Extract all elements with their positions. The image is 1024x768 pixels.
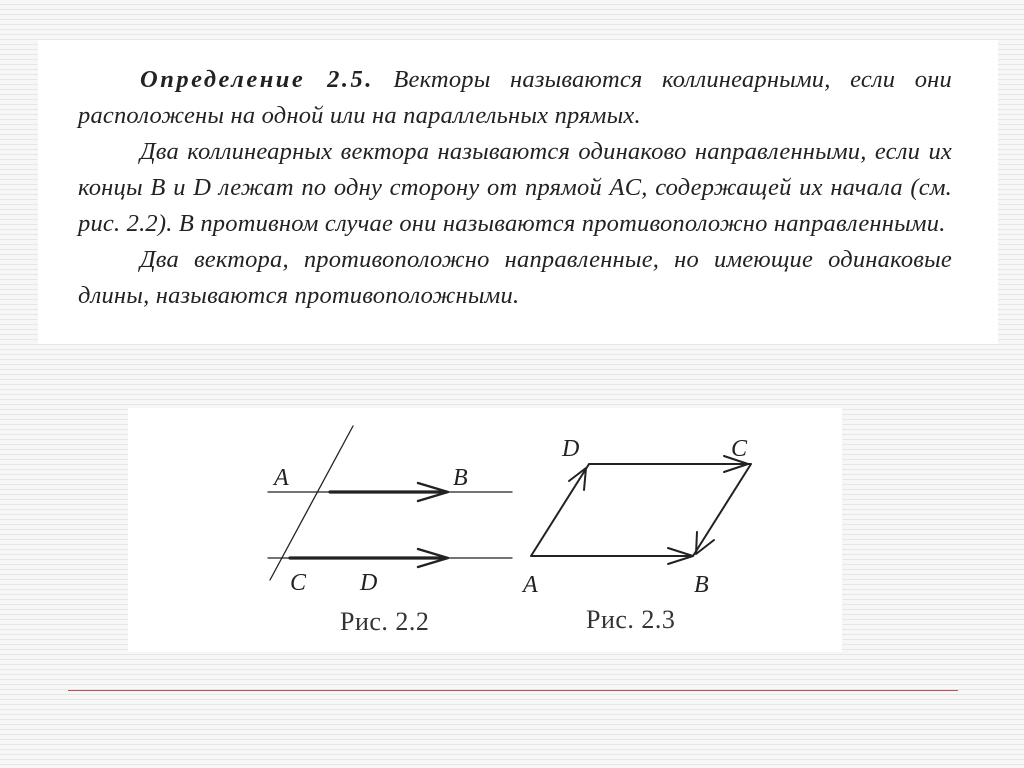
figure-2-3	[531, 456, 751, 564]
fig22-label-d: D	[360, 570, 378, 596]
figures-svg	[128, 408, 842, 652]
fig23-parallelogram	[531, 464, 751, 556]
definition-paragraph-2: Два коллинеарных вектора называются одинаково направленными, если их концы B и D лежат по одну сторону от прямой AC, содержащей их начала (см. рис. 2.2). В противном случае они называются противоположно направленными.	[78, 138, 952, 237]
definition-term: Определение 2.5.	[140, 66, 374, 93]
fig23-caption: Рис. 2.3	[586, 605, 676, 634]
fig22-label-c: C	[290, 570, 307, 596]
fig23-label-d: D	[562, 436, 580, 462]
text-panel	[38, 40, 998, 344]
definition-paragraph-1-text: Векторы называются коллинеарными, если они расположены на одной или на параллельных прямых.	[78, 66, 952, 129]
definition-paragraph-1	[78, 62, 952, 134]
figure-2-2	[268, 426, 512, 580]
fig23-label-b: B	[694, 572, 709, 598]
definition-text	[78, 62, 952, 314]
fig23-label-c: C	[731, 436, 748, 462]
figures-panel	[128, 408, 842, 652]
footer-divider	[68, 690, 958, 691]
definition-paragraph-3: Два вектора, противоположно направленные, но имеющие одинаковые длины, называются противоположными.	[78, 246, 952, 309]
fig22-caption: Рис. 2.2	[340, 607, 430, 636]
fig23-label-a: A	[523, 572, 538, 598]
fig22-label-a: A	[274, 465, 289, 491]
fig22-label-b: B	[453, 465, 468, 491]
